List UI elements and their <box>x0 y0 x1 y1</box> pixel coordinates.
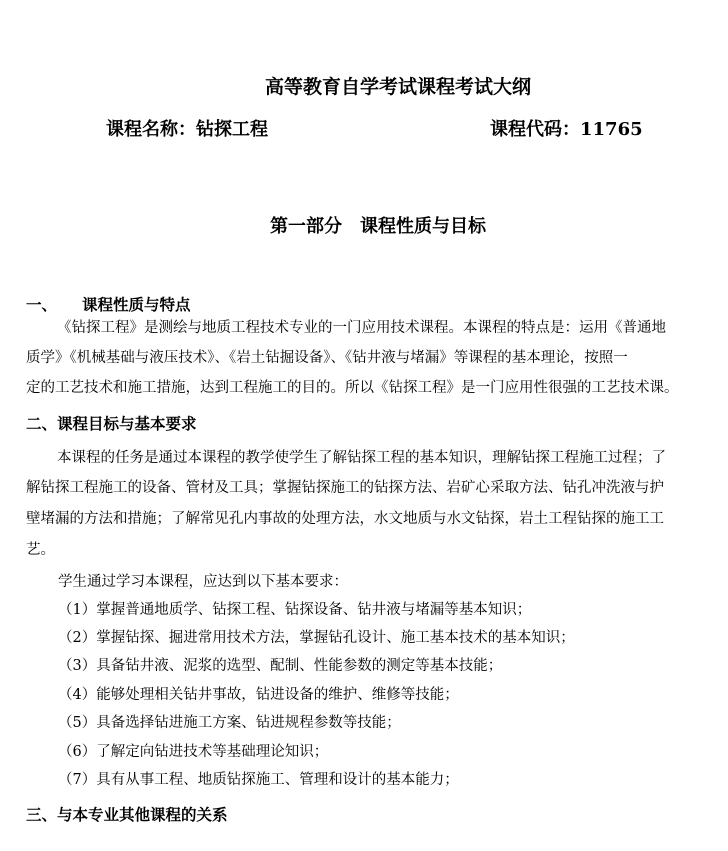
paragraph-line: 《钻探工程》是测绘与地质工程技术专业的一门应用技术课程。本课程的特点是：运用《普通地 <box>57 320 666 336</box>
section3-heading: 三、与本专业其他课程的关系 <box>26 805 228 824</box>
course-name: 课程名称：钻探工程 <box>106 119 268 140</box>
list-item: （7）具有从事工程、地质钻探施工、管理和设计的基本能力； <box>58 772 459 788</box>
part-title: 第一部分 课程性质与目标 <box>270 216 486 237</box>
section2-heading: 二、课程目标与基本要求 <box>26 414 197 433</box>
paragraph-line: 解钻探工程施工的设备、管材及工具；掌握钻探施工的钻探方法、岩矿心采取方法、钻孔冲洗液与护 <box>26 480 664 496</box>
list-item: （5）具备选择钻进施工方案、钻进规程参数等技能； <box>58 715 401 731</box>
list-item: （4）能够处理相关钻井事故，钻进设备的维护、维修等技能； <box>58 687 459 703</box>
document-title: 高等教育自学考试课程考试大纲 <box>264 76 531 98</box>
requirements-intro: 学生通过学习本课程，应达到以下基本要求： <box>58 574 348 590</box>
paragraph-line: 壁堵漏的方法和措施；了解常见孔内事故的处理方法，水文地质与水文钻探，岩土工程钻探的施工工 <box>26 511 664 527</box>
paragraph-line: 艺。 <box>26 542 55 558</box>
section1-title: 课程性质与特点 <box>82 295 191 314</box>
course-code: 课程代码：11765 <box>490 119 643 140</box>
paragraph-line: 质学》《机械基础与液压技术》、《岩土钻掘设备》、《钻井液与堵漏》等课程的基本理论，按照一 <box>26 350 628 366</box>
list-item: （1）掌握普通地质学、钻探工程、钻探设备、钻井液与堵漏等基本知识； <box>58 602 532 618</box>
paragraph-line: 定的工艺技术和施工措施，达到工程施工的目的。所以《钻探工程》是一门应用性很强的工艺技术课。 <box>26 380 679 396</box>
list-item: （6）了解定向钻进技术等基础理论知识； <box>58 744 329 760</box>
section1-number: 一、 <box>26 295 58 314</box>
list-item: （2）掌握钻探、掘进常用技术方法，掌握钻孔设计、施工基本技术的基本知识； <box>58 630 575 646</box>
list-item: （3）具备钻井液、泥浆的选型、配制、性能参数的测定等基本技能； <box>58 658 503 674</box>
paragraph-line: 本课程的任务是通过本课程的教学使学生了解钻探工程的基本知识，理解钻探工程施工过程；了 <box>57 450 666 466</box>
